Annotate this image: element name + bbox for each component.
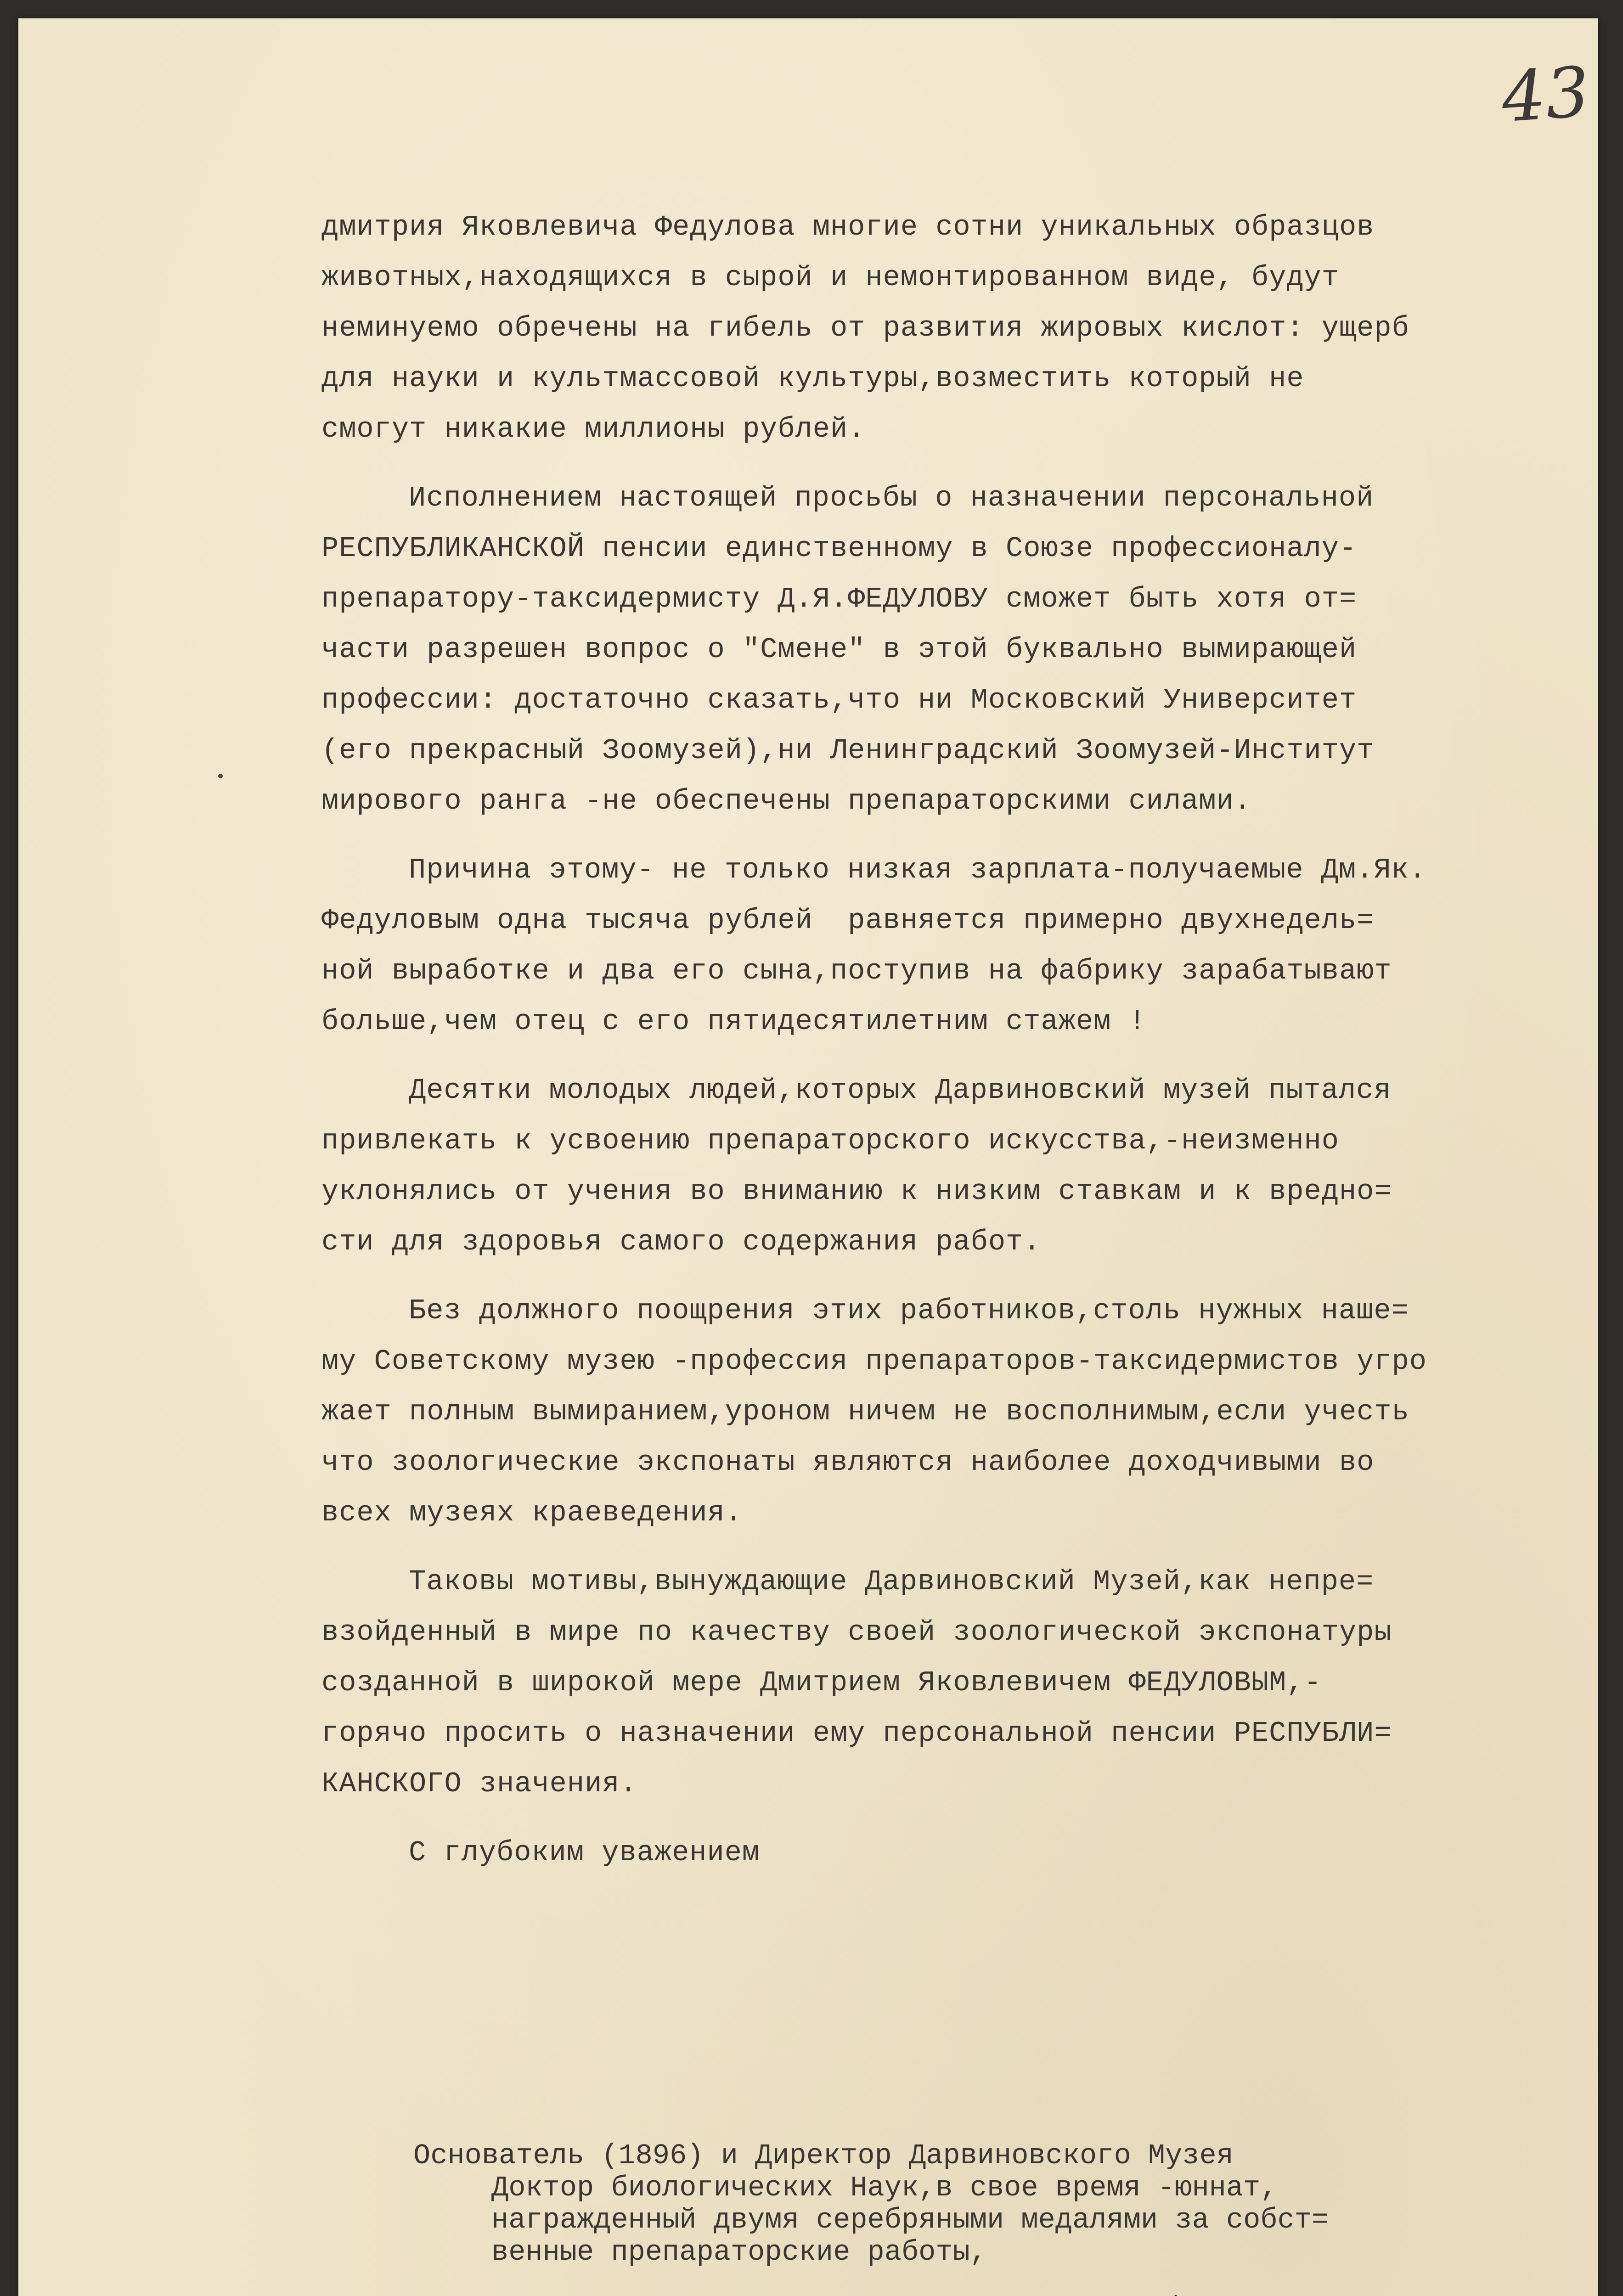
text-line: что зоологические экспонаты являются наиболее доходчивыми во xyxy=(321,1446,1375,1479)
text-line: животных,находящихся в сырой и немонтированном виде, будут xyxy=(321,261,1339,294)
text-line: привлекать к усвоению препараторского искусства,-неизменно xyxy=(321,1125,1339,1157)
text-line: жает полным вымиранием,уроном ничем не восполнимым,если учесть xyxy=(321,1396,1409,1428)
text-line: му Советскому музею -профессия препараторов-таксидермистов угро xyxy=(321,1345,1427,1378)
signature-title-line: награжденный двумя серебряными медалями за собст= xyxy=(491,2204,1329,2236)
text-line: сти для здоровья самого содержания работ. xyxy=(321,1226,1041,1258)
text-line: препаратору-таксидермисту Д.Я.ФЕДУЛОВУ сможет быть хотя от= xyxy=(321,583,1357,615)
text-line: Таковы мотивы,вынуждающие Дарвиновский Музей,как непре= xyxy=(409,1565,1374,1598)
text-line: горячо просить о назначении ему персональной пенсии РЕСПУБЛИ= xyxy=(321,1717,1392,1750)
text-line: уклонялись от учения во вниманию к низким ставкам и к вредно= xyxy=(321,1175,1392,1208)
text-line: больше,чем отец с его пятидесятилетним стажем ! xyxy=(321,1005,1146,1038)
text-line: взойденный в мире по качеству своей зоологической экспонатуры xyxy=(321,1616,1392,1649)
signature-block xyxy=(413,2140,1561,2268)
text-line: (его прекрасный Зоомузей),ни Ленинградский Зоомузей-Институт xyxy=(321,734,1375,767)
page-number: 43 xyxy=(1499,52,1592,138)
text-line: смогут никакие миллионы рублей. xyxy=(321,413,866,445)
text-line: КАНСКОГО значения. xyxy=(321,1767,637,1800)
text-line: профессии: достаточно сказать,что ни Московский Университет xyxy=(321,684,1357,716)
document-page xyxy=(18,18,1598,2296)
paragraph-5 xyxy=(321,1286,1580,1538)
text-line: Десятки молодых людей,которых Дарвиновский музей пытался xyxy=(409,1074,1392,1107)
text-line: неминуемо обречены на гибель от развития жировых кислот: ущерб xyxy=(321,312,1409,344)
text-line: РЕСПУБЛИКАНСКОЙ пенсии единственному в Союзе профессионалу- xyxy=(321,532,1357,565)
paragraph-3 xyxy=(321,845,1580,1047)
signature-title-line: Доктор биологических Наук,в свое время -юннат, xyxy=(491,2172,1278,2204)
text-line: всех музеях краеведения. xyxy=(321,1497,743,1529)
text-line: ной выработке и два его сына,поступив на фабрику зарабатывают xyxy=(321,955,1392,987)
text-line: для науки и культмассовой культуры,возместить который не xyxy=(321,362,1304,395)
text-line: Причина этому- не только низкая зарплата-получаемые Дм.Як. xyxy=(409,854,1426,886)
paragraph-2 xyxy=(321,473,1580,827)
letter-body xyxy=(321,202,1580,1878)
text-line: С глубоким уважением xyxy=(409,1836,760,1869)
paragraph-4 xyxy=(321,1065,1580,1267)
closing-salutation xyxy=(321,1828,1580,1878)
text-line: дмитрия Яковлевича Федулова многие сотни уникальных образцов xyxy=(321,211,1375,243)
text-line: части разрешен вопрос о "Смене" в этой буквально вымирающей xyxy=(321,633,1357,666)
text-line: Без должного поощрения этих работников,столь нужных наше= xyxy=(409,1294,1409,1327)
paragraph-6 xyxy=(321,1557,1580,1809)
paragraph-1 xyxy=(321,202,1580,455)
signature-title-line: Основатель (1896) и Директор Дарвиновского Музея xyxy=(413,2139,1234,2172)
text-line: созданной в широкой мере Дмитрием Яковлевичем ФЕДУЛОВЫМ,- xyxy=(321,1666,1322,1699)
text-line: Исполнением настоящей просьбы о назначении персональной xyxy=(409,482,1374,514)
handwritten-signature xyxy=(1084,2282,1460,2296)
text-line: Федуловым одна тысяча рублей равняется примерно двухнедель= xyxy=(321,904,1375,937)
text-line: мирового ранга -не обеспечены препараторскими силами. xyxy=(321,785,1251,817)
margin-dot-mark xyxy=(218,774,223,778)
signature-title-line: венные препараторские работы, xyxy=(491,2236,987,2268)
